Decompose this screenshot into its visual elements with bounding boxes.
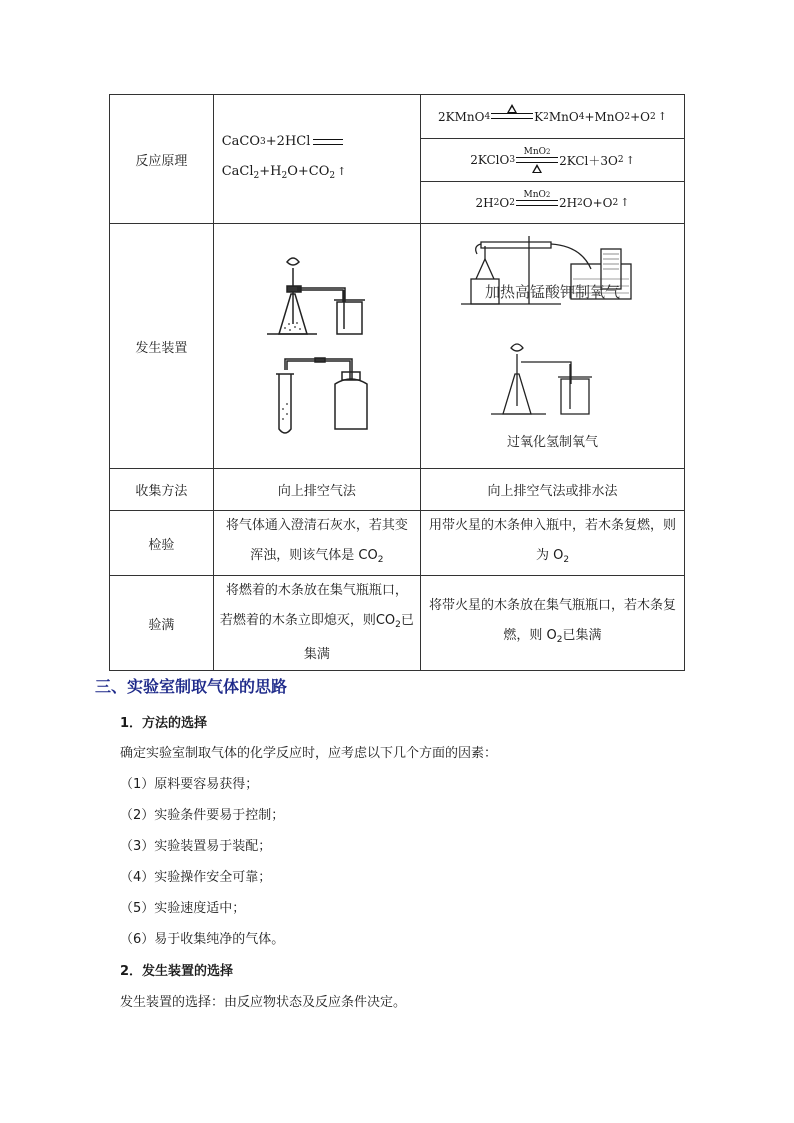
co2-apparatus-drawing [217,224,416,464]
row-label-principle: 反应原理 [110,95,214,224]
point-1: （1）原料要容易获得； [120,777,259,792]
apparatus-caption-h2o2: 过氧化氢制氧气 [506,435,598,450]
item2-text: 发生装置的选择：由反应物状态及反应条件决定。 [120,995,407,1010]
item1-title: 1．方法的选择 [120,716,208,731]
row-label-test: 检验 [110,511,214,576]
co2-full: 将燃着的木条放在集气瓶瓶口，若燃着的木条立即熄灭，则$CO_2$已集满 [213,576,420,671]
gas-arrow-icon: ↑ [337,165,347,178]
item1-intro: 确定实验室制取气体的化学反应时，应考虑以下几个方面的因素： [120,746,498,761]
item2-title: 2．发生装置的选择 [120,964,234,979]
co2-apparatus [213,224,420,469]
heat-triangle-icon [507,104,517,113]
point-5: （5）实验速度适中； [120,901,246,916]
co2-collect: 向上排空气法 [213,469,420,511]
point-2: （2）实验条件要易于控制； [120,808,285,823]
point-3: （3）实验装置易于装配； [120,839,272,854]
point-4: （4）实验操作安全可靠； [120,870,272,885]
o2-equation-h2o2: 2H 2 O 2 MnO2 2H 2 O+O 2 ↑ [475,189,630,210]
o2-apparatus [420,224,684,469]
o2-equation-kclo3: 2KClO 3 MnO2 2KCl＋3O 2 ↑ [421,139,684,182]
o2-full: 将带火星的木条放在集气瓶瓶口，若木条复燃，则 $O_2$已集满 [420,576,684,671]
o2-equations [420,95,684,224]
o2-test: 用带火星的木条伸入瓶中，若木条复燃，则为 $O_2$ [420,511,684,576]
row-label-collect: 收集方法 [110,469,214,511]
point-6: （6）易于收集纯净的气体。 [120,932,285,947]
heat-triangle-icon [532,164,542,173]
row-label-apparatus: 发生装置 [110,224,214,469]
o2-collect: 向上排空气法或排水法 [420,469,684,511]
equals-sign [313,139,343,145]
o2-equation-kmno4: 2KMnO 4 K 2 MnO 4 +MnO 2 +O 2 ↑ [421,95,684,139]
row-label-full: 验满 [110,576,214,671]
section-heading: 三、实验室制取气体的思路 [95,677,288,696]
gas-preparation-table [109,94,685,671]
co2-test: 将气体通入澄清石灰水，若其变浑浊，则该气体是 $CO_2$ [213,511,420,576]
o2-apparatus-drawing [421,224,684,424]
co2-equation: CaCO 3 +2HCl $CaCl_2+H_2O+CO_2$ ↑ [213,95,420,224]
apparatus-caption-kmno4: 加热高锰酸钾制氧气 [484,283,620,301]
